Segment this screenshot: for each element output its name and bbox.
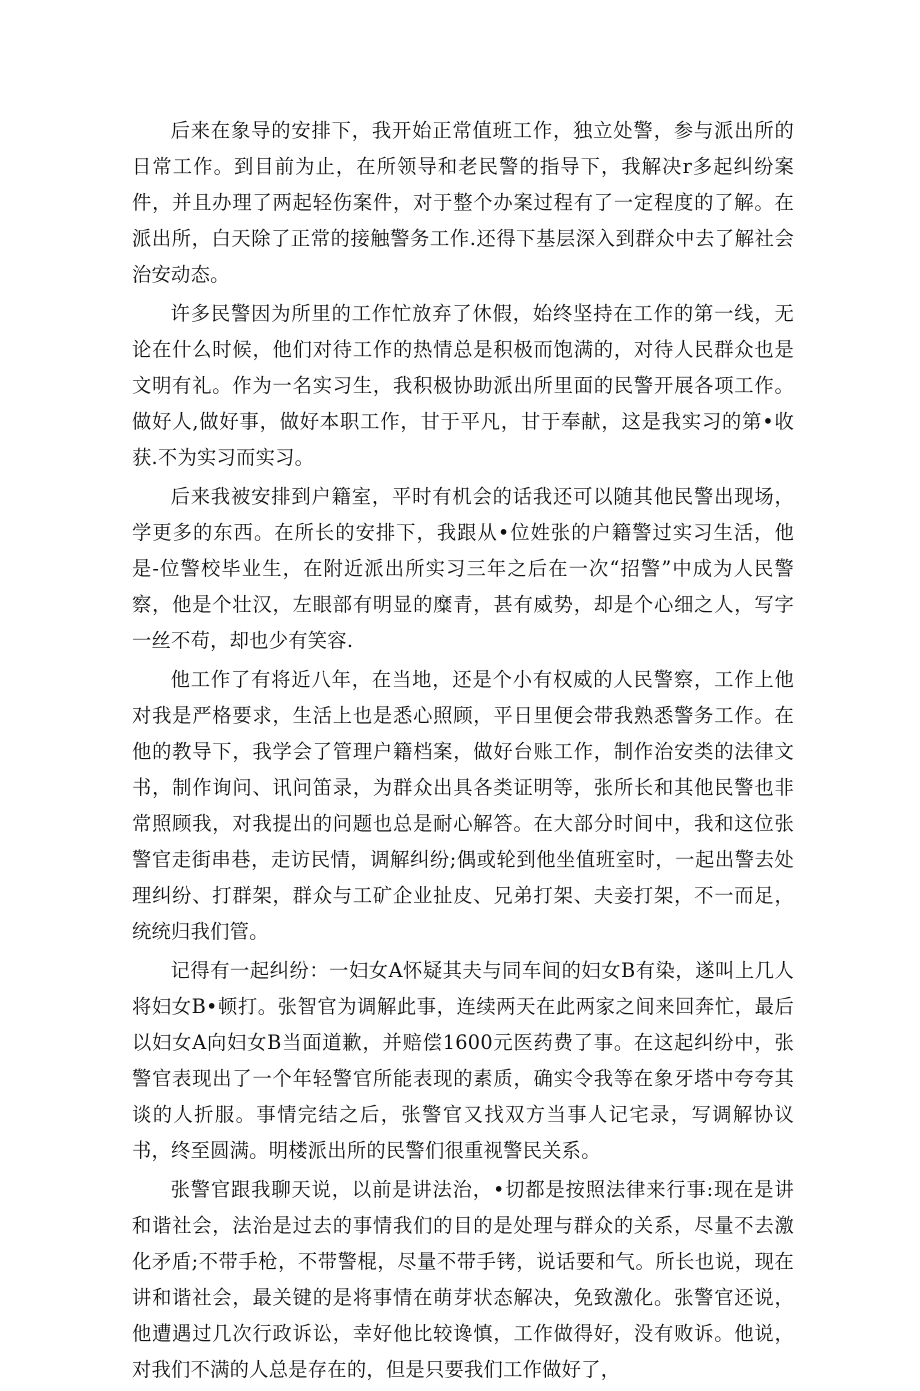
document-body [132,113,794,1391]
paragraph-2: 许多民警因为所里的工作忙放弃了休假，始终坚持在工作的第一线，无论在什么时候，他们对待工作的热情总是积极而饱满的，对待人民群众也是文明有礼。作为一名实习生，我积极协助派出所里面的民警开展各项工作。做好人,做好事，做好本职工作，甘于平凡，甘于奉献，这是我实习的第•收获.不为实习而实习。 [132,302,794,469]
paragraph-6: 张警官跟我聊天说，以前是讲法治，•切都是按照法律来行事:现在是讲和谐社会，法治是过去的事情我们的目的是处理与群众的关系，尽量不去激化矛盾;不带手枪，不带警棍，尽量不带手铐，说话要和气。所长也说，现在讲和谐社会，最关键的是将事情在萌芽状态解决，免致激化。张警官还说，他遭遇过几次行政诉讼，幸好他比较谗慎，工作做得好，没有败诉。他说，对我们不满的人总是存在的，但是只要我们工作做好了， [132,1178,794,1381]
paragraph-4: 他工作了有将近八年，在当地，还是个小有权威的人民警察，工作上他对我是严格要求，生活上也是悉心照顾，平日里便会带我熟悉警务工作。在他的教导下，我学会了管理户籍档案，做好台账工作，制作治安类的法律文书，制作询问、讯问笛录，为群众出具各类证明等，张所长和其他民警也非常照顾我，对我提出的问题也总是耐心解答。在大部分时间中，我和这位张警官走街串巷，走访民情，调解纠纷;偶或轮到他坐值班室时，一起出警去处理纠纷、打群架，群众与工矿企业扯皮、兄弟打架、夫妾打架，不一而足，统统归我们管。 [132,668,794,943]
paragraph-5: 记得有一起纠纷：一妇女A怀疑其夫与同车间的妇女B有染，遂叫上几人将妇女B•顿打。张智官为调解此事，连续两天在此两家之间来回奔忙，最后以妇女A向妇女B当面道歉，并赔偿1600元医药费了事。在这起纠纷中，张警官表现出了一个年轻警官所能表现的素质，确实令我等在象牙塔中夸夸其谈的人折服。事情完结之后，张警官又找双方当事人记宅录，写调解协议书，终至圆满。明楼派出所的民警们很重视警民关系。 [132,959,794,1162]
paragraph-1: 后来在象导的安排下，我开始正常值班工作，独立处警，参与派出所的日常工作。到目前为止，在所领导和老民警的指导下，我解决r多起纠纷案件，并且办理了两起轻伤案件，对于整个办案过程有了一定程度的了解。在派出所，白天除了正常的接触警务工作.还得下基层深入到群众中去了解社会治安动态。 [132,119,794,286]
paragraph-3: 后来我被安排到户籍室，平时有机会的话我还可以随其他民警出现场，学更多的东西。在所长的安排下，我跟从•位姓张的户籍警过实习生活，他是-位警校毕业生，在附近派出所实习三年之后在一次“招警”中成为人民警察，他是个壮汉，左眼部有明显的糜青，甚有威势，却是个心细之人，写字一丝不苟，却也少有笑容. [132,485,794,652]
